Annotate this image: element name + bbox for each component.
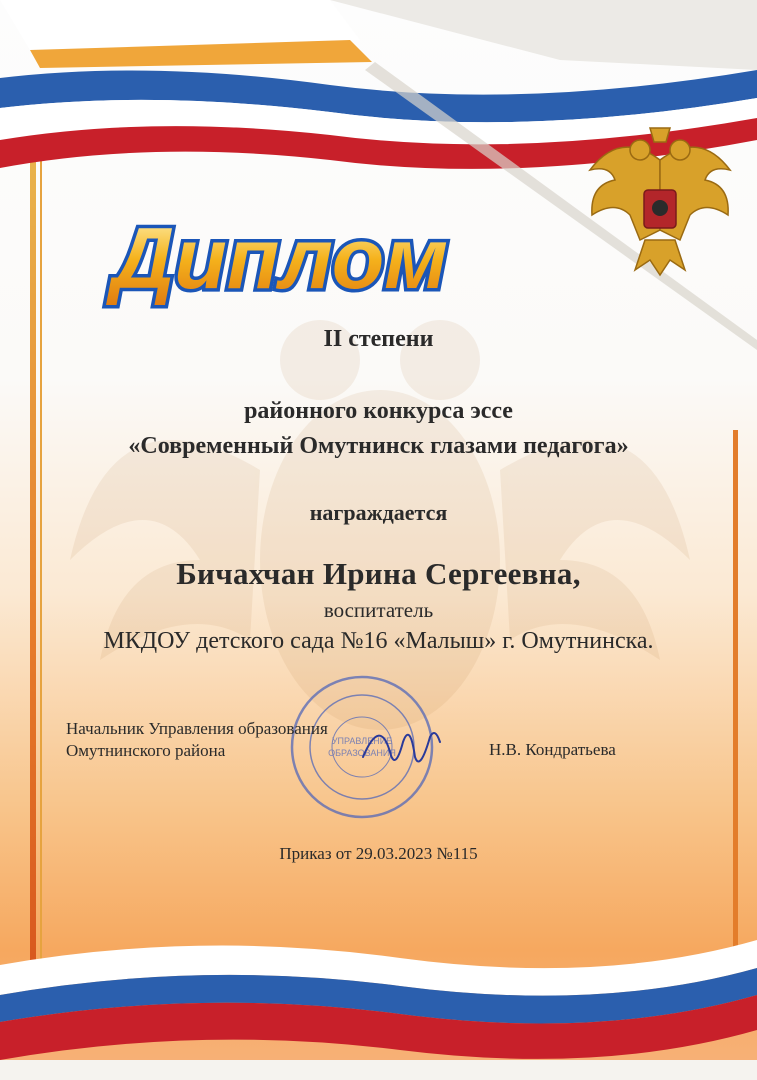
svg-text:ОБРАЗОВАНИЯ: ОБРАЗОВАНИЯ	[328, 748, 396, 758]
degree-label: II степени	[323, 326, 434, 352]
signatory-name: Н.В. Кондратьева	[489, 740, 616, 759]
diploma-title	[70, 200, 490, 310]
signatory-title-line-1: Начальник Управления образования	[66, 719, 328, 738]
contest-line-2: «Современный Омутнинск глазами педагога»	[128, 433, 629, 459]
signatory-title	[66, 718, 328, 762]
svg-text:УПРАВЛЕНИЕ: УПРАВЛЕНИЕ	[331, 736, 393, 746]
emblem-eagle-icon	[580, 120, 740, 280]
recipient-position: воспитатель	[323, 598, 434, 622]
signature-icon	[355, 712, 445, 782]
recipient-organization: МКДОУ детского сада №16 «Малыш» г. Омутнинска.	[103, 628, 654, 654]
signatory-title-line-2: Омутнинского района	[66, 741, 226, 760]
awarded-label: награждается	[309, 500, 448, 525]
recipient-name: Бичахчан Ирина Сергеевна,	[176, 556, 581, 591]
order-reference: Приказ от 29.03.2023 №115	[279, 844, 478, 863]
contest-line-1: районного конкурса эссе	[244, 398, 513, 424]
title-text: Диплом	[112, 211, 448, 307]
